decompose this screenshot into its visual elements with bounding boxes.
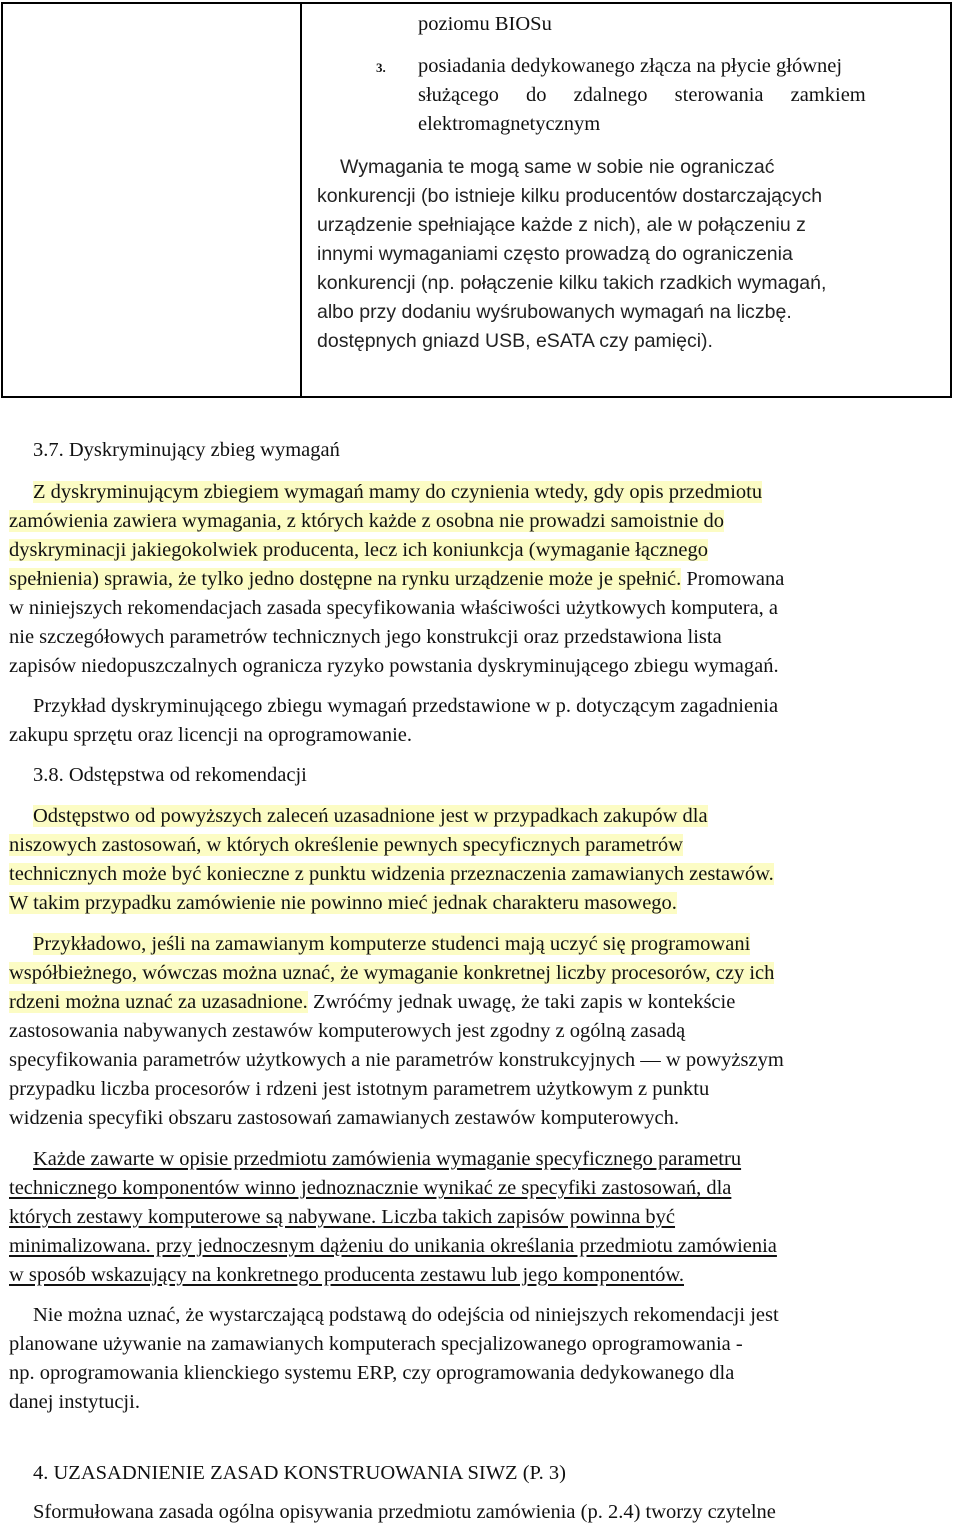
paragraph-line: nie szczegółowych parametrów technicznych jego konstrukcji oraz przedstawiona lista — [9, 626, 722, 648]
paragraph-line: w sposób wskazujący na konkretnego producenta zestawu lub jego komponentów. — [9, 1264, 684, 1286]
paragraph-line: dyskryminacji jakiegokolwiek producenta, lecz ich koniunkcja (wymaganie łącznego — [9, 539, 709, 561]
paragraph-line: przypadku liczba procesorów i rdzeni jest istotnym parametrem użytkowym z punktu — [9, 1078, 710, 1100]
paragraph-line: Przykład dyskryminującego zbiegu wymagań przedstawione w p. dotyczącym zagadnienia — [33, 695, 779, 717]
paragraph-line: W takim przypadku zamówienie nie powinno mieć jednak charakteru masowego. — [9, 892, 677, 914]
table-line-bios: poziomu BIOSu — [418, 13, 552, 35]
table-paragraph-line: albo przy dodaniu wyśrubowanych wymagań na liczbę. — [317, 301, 792, 323]
list-item-text: posiadania dedykowanego złącza na płycie głównej — [418, 55, 843, 77]
table-paragraph-line: konkurencji (bo istnieje kilku producentów dostarczających — [317, 185, 823, 207]
paragraph-line: np. oprogramowania klienckiego systemu ERP, czy oprogramowania dedykowanego dla — [9, 1362, 735, 1384]
table-paragraph-line: konkurencji (np. połączenie kilku takich rzadkich wymagań, — [317, 272, 827, 294]
paragraph-line: niszowych zastosowań, w których określenie pewnych specyficznych parametrów — [9, 834, 683, 856]
paragraph-line: zamówienia zawiera wymagania, z których każde z osobna nie prowadzi samoistnie do — [9, 510, 724, 532]
paragraph-line: technicznych może być konieczne z punktu widzenia przeznaczenia zamawianych zestawów. — [9, 863, 774, 885]
paragraph-line: współbieżnego, wówczas można uznać, że wymaganie konkretnej liczby procesorów, czy ich — [9, 962, 775, 984]
list-item-text: elektromagnetycznym — [418, 113, 601, 135]
paragraph-line: rdzeni można uznać za uzasadnione. — [9, 991, 308, 1013]
paragraph-line: Zwróćmy jednak uwagę, że taki zapis w kontekście — [307, 991, 736, 1013]
paragraph-line: specyfikowania parametrów użytkowych a nie parametrów konstrukcyjnych — w powyższym — [9, 1049, 784, 1071]
table-paragraph-line: Wymagania te mogą same w sobie nie ograniczać — [340, 156, 775, 178]
paragraph-line: danej instytucji. — [9, 1391, 140, 1413]
table-paragraph-line: urządzenie spełniające każde z nich), ale w połączeniu z — [317, 214, 806, 236]
list-item-number: 3. — [376, 60, 386, 75]
paragraph-line: których zestawy komputerowe są nabywane. Liczba takich zapisów powinna być — [9, 1206, 676, 1228]
paragraph-line: Przykładowo, jeśli na zamawianym komputerze studenci mają uczyć się programowani — [33, 933, 751, 955]
table-paragraph-line: innymi wymaganiami często prowadzą do ograniczenia — [317, 243, 793, 265]
paragraph-line: widzenia specyfiki obszaru zastosowań zamawianych zestawów komputerowych. — [9, 1107, 680, 1129]
paragraph-line: Nie można uznać, że wystarczającą podstawą do odejścia od niniejszych rekomendacji jest — [33, 1304, 779, 1326]
section-heading-4: 4. UZASADNIENIE ZASAD KONSTRUOWANIA SIWZ (P. 3) — [33, 1462, 566, 1484]
paragraph-line: Promowana — [681, 568, 785, 590]
paragraph-line: w niniejszych rekomendacjach zasada specyfikowania właściwości użytkowych komputera, a — [9, 597, 779, 619]
table-column-divider — [300, 4, 302, 396]
list-item-text: służącego do zdalnego sterowania zamkiem — [418, 84, 866, 106]
paragraph-line: zakupu sprzętu oraz licencji na oprogramowanie. — [9, 724, 412, 746]
paragraph-line: technicznego komponentów winno jednoznacznie wynikać ze specyfiki zastosowań, dla — [9, 1177, 732, 1199]
section-heading-3-7: 3.7. Dyskryminujący zbieg wymagań — [33, 439, 340, 461]
paragraph-line: Sformułowana zasada ogólna opisywania przedmiotu zamówienia (p. 2.4) tworzy czytelne — [33, 1501, 776, 1523]
paragraph-line: spełnienia) sprawia, że tylko jedno dostępne na rynku urządzenie może je spełnić. — [9, 568, 682, 590]
table-paragraph-line: dostępnych gniazd USB, eSATA czy pamięci). — [317, 330, 713, 352]
paragraph-line: zastosowania nabywanych zestawów komputerowych jest zgodny z ogólną zasadą — [9, 1020, 686, 1042]
paragraph-line: zapisów niedopuszczalnych ogranicza ryzyko powstania dyskryminującego zbiegu wymagań. — [9, 655, 779, 677]
paragraph-line: minimalizowana. przy jednoczesnym dążeniu do unikania określania przedmiotu zamówienia — [9, 1235, 777, 1257]
section-heading-3-8: 3.8. Odstępstwa od rekomendacji — [33, 764, 307, 786]
paragraph-line: Odstępstwo od powyższych zaleceń uzasadnione jest w przypadkach zakupów dla — [33, 805, 708, 827]
paragraph-line: Każde zawarte w opisie przedmiotu zamówienia wymaganie specyficznego parametru — [33, 1148, 742, 1170]
paragraph-line: planowane używanie na zamawianych komputerach specjalizowanego oprogramowania - — [9, 1333, 743, 1355]
paragraph-line: Z dyskryminującym zbiegiem wymagań mamy do czynienia wtedy, gdy opis przedmiotu — [33, 481, 763, 503]
